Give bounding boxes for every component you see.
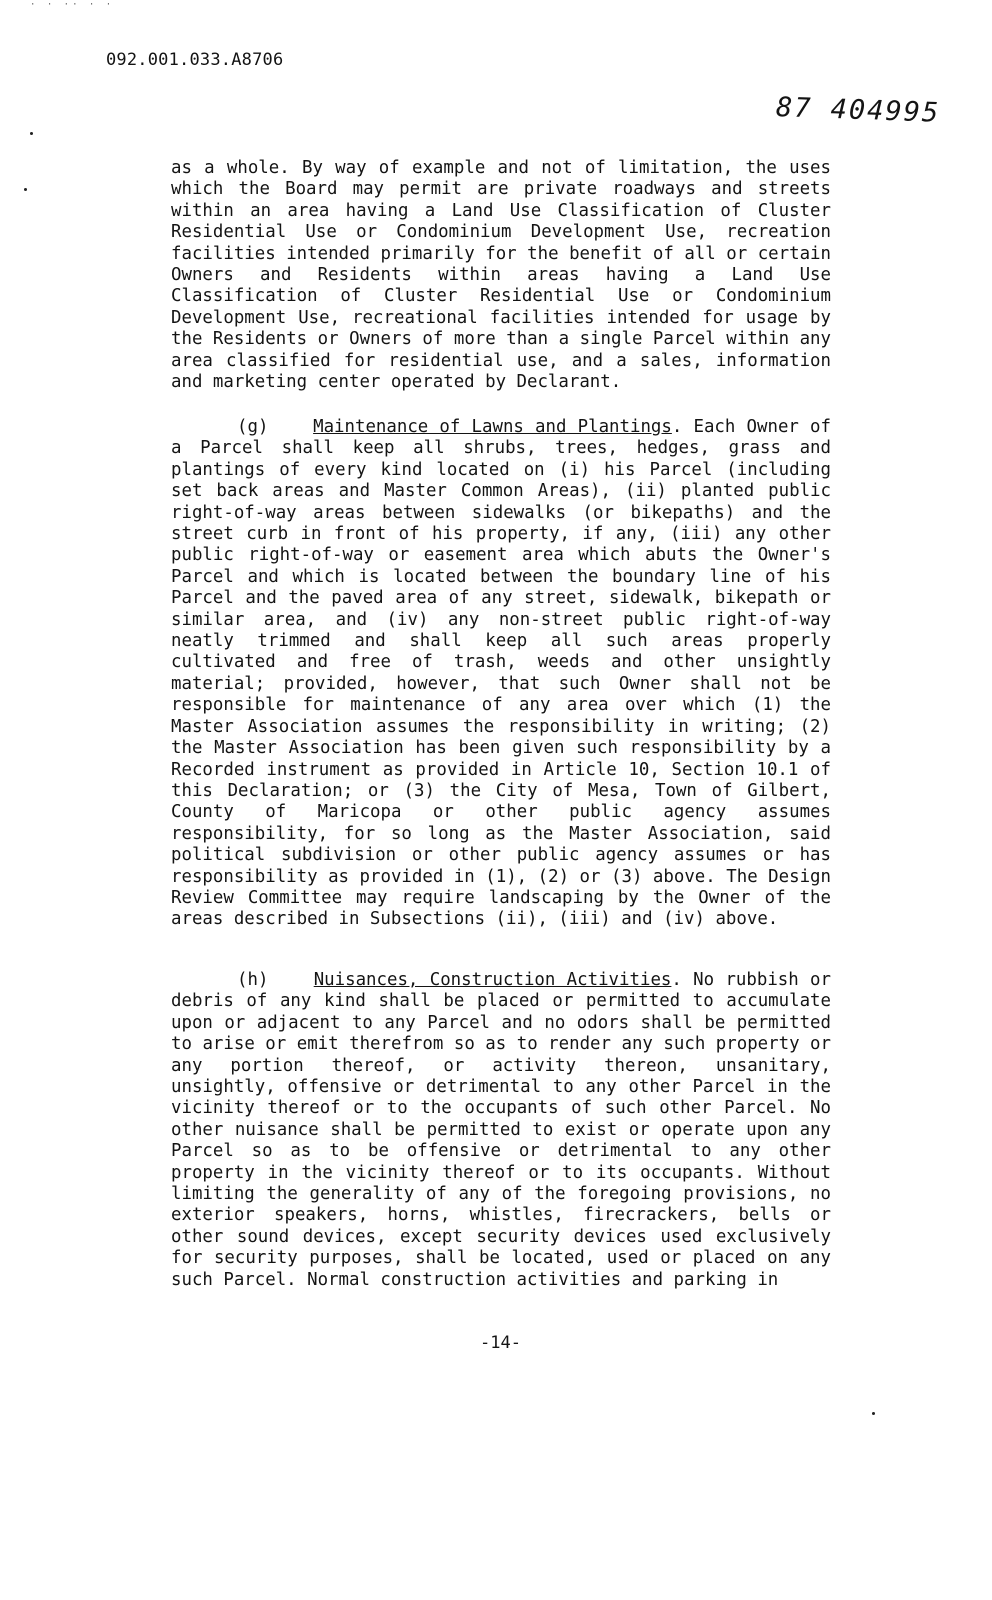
section-heading: Nuisances, Construction Activities (313, 970, 672, 990)
scan-speck (872, 1412, 875, 1415)
scan-speck (24, 188, 27, 191)
document-id: 092.001.033.A8706 (106, 50, 284, 70)
section-h-paragraph (171, 970, 831, 1291)
paragraph-text: . Each Owner of a Parcel shall keep all shrubs, trees, hedges, grass and plantings of every kind located on (i) his Parcel (including set back areas and Master Common Areas), (ii) planted public right-of-way areas between sidewalks (or bikepaths) and the street curb in front of his property, if any, (iii) any other public right-of-way or easement area which abuts the Owner's Parcel and which is located between the boundary line of his Parcel and the paved area of any street, sidewalk, bikepath or similar area, and (iv) any non-street public right-of-way neatly trimmed and shall keep all such areas properly cultivated and free of trash, weeds and other unsightly material; provided, however, that such Owner shall not be responsible for maintenance of any area over which (1) the Master Association assumes the responsibility in writing; (2) the Master Association has been given such responsibility by a Recorded instrument as provided in Article 10, Section 10.1 of this Declaration; or (3) the City of Mesa, Town of Gilbert, County of Maricopa or other public agency assumes responsibility, for so long as the Master Association, said political subdivision or other public agency assumes or has responsibility as provided in (1), (2) or (3) above. The Design Review Committee may require landscaping by the Owner of the areas described in Subsections (ii), (iii) and (iv) above. (171, 417, 831, 930)
section-label: (g) (237, 417, 269, 437)
scan-speck (30, 132, 33, 135)
paragraph-continuation (171, 158, 831, 393)
recording-number: 87 404995 (775, 92, 941, 129)
paragraph-text: . No rubbish or debris of any kind shall be placed or permitted to accumulate upon or adjacent to any Parcel and no odors shall be permitted to arise or emit therefrom so as to render any such property or any portion thereof, or activity thereon, unsanitary, unsightly, offensive or detrimental to any other Parcel in the vicinity thereof or to the occupants of such other Parcel. No other nuisance shall be permitted to exist or operate upon any Parcel so as to be offensive or detrimental to any other property in the vicinity thereof or to its occupants. Without limiting the generality of any of the foregoing provisions, no exterior speakers, horns, whistles, firecrackers, bells or other sound devices, except security devices used exclusively for security purposes, shall be located, used or placed on any such Parcel. Normal construction activities and parking in (171, 970, 831, 1290)
section-g-paragraph (171, 417, 831, 931)
page-number: -14- (480, 1333, 521, 1353)
paragraph-text: as a whole. By way of example and not of limitation, the uses which the Board may permit are private roadways and streets within an area having a Land Use Classification of Cluster Residential Use or Condominium Development Use, recreation facilities intended primarily for the benefit of all or certain Owners and Residents within areas having a Land Use Classification of Cluster Residential Use or Condominium Development Use, recreational facilities intended for usage by the Residents or Owners of more than a single Parcel within any area classified for residential use, and a sales, information and marketing center operated by Declarant. (171, 158, 831, 393)
section-label: (h) (237, 970, 269, 990)
section-heading: Maintenance of Lawns and Plantings (313, 417, 672, 437)
scan-artifact-marks: · · ·· · · (30, 0, 115, 10)
